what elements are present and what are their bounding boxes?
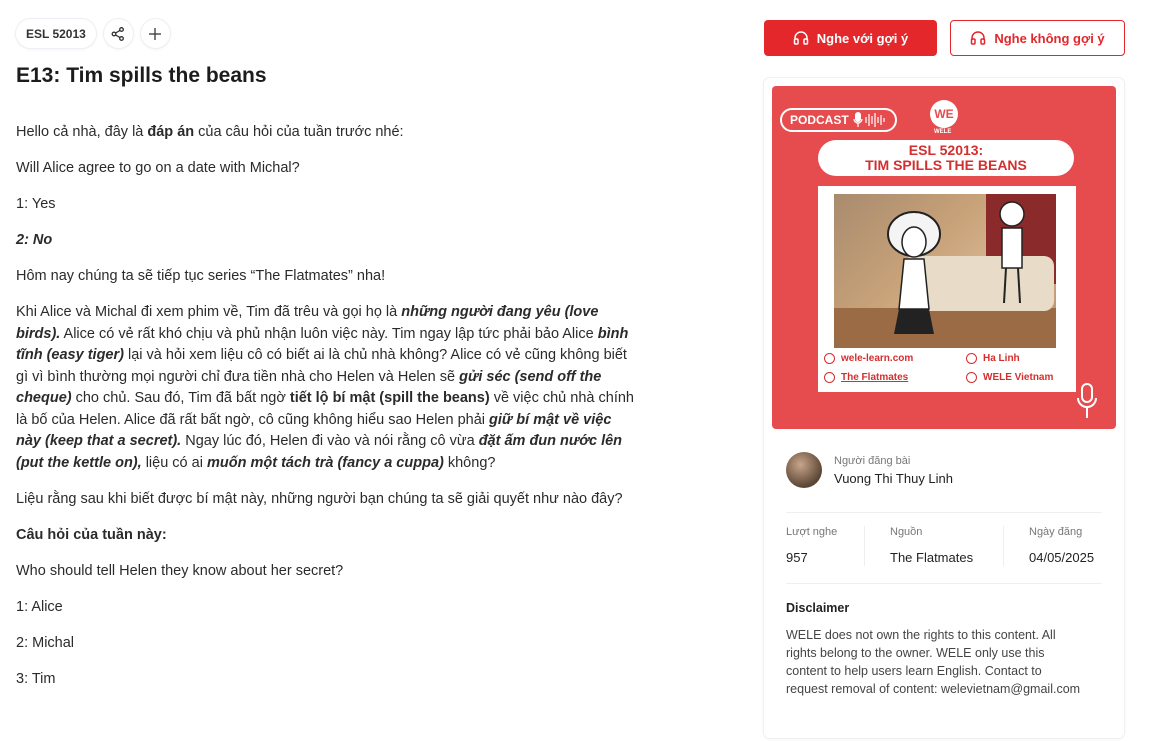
wele-logo bbox=[930, 100, 958, 128]
text-span: Khi Alice và Michal đi xem phim về, Tim đã trêu và gọi họ là bbox=[16, 304, 402, 320]
listen-without-hint-button[interactable] bbox=[950, 20, 1125, 56]
series-intro: Hôm nay chúng ta sẽ tiếp tục series “The Flatmates” nha! bbox=[16, 268, 386, 284]
divider bbox=[786, 583, 1101, 584]
choice-1: 1: Alice bbox=[16, 598, 63, 615]
this-week-question: Who should tell Helen they know about her secret? bbox=[16, 562, 344, 579]
text-span: lại và hỏi xem liệu cô có biết ai là chủ nhà không? Alice có vẻ cũng không biết gì vì bình thường mọi người chỉ đưa tiền nhà cho Helen và Helen sẽ bbox=[16, 347, 627, 385]
disclaimer-title: Disclaimer bbox=[786, 601, 850, 615]
date-stat bbox=[1004, 526, 1094, 566]
vocab-span: những người đang yêu (love birds). bbox=[16, 304, 599, 342]
listens-stat bbox=[786, 526, 864, 566]
article-body bbox=[16, 122, 634, 705]
text-span: không? bbox=[443, 454, 496, 471]
listens-label: Lượt nghe bbox=[786, 526, 838, 538]
microphone-icon bbox=[966, 353, 977, 364]
option-1: 1: Yes bbox=[16, 196, 56, 212]
episode-illustration bbox=[834, 194, 1056, 348]
cover-website bbox=[824, 353, 913, 364]
cover-photo-frame bbox=[818, 186, 1076, 392]
podcast-pill bbox=[780, 108, 897, 132]
podcast-cover-image bbox=[772, 86, 1116, 429]
vocab-span: tiết lộ bí mật (spill the beans) bbox=[289, 390, 490, 406]
headphones-icon bbox=[970, 30, 986, 46]
disclaimer-text: WELE does not own the rights to this content. All rights belong to the owner. WELE only use this content to help users learn English. Contact to request removal of content: welevietnam@gmail.com bbox=[786, 628, 1081, 696]
page-title: E13: Tim spills the beans bbox=[16, 64, 267, 87]
vocab-span: bình tĩnh (easy tiger) bbox=[16, 325, 629, 363]
avatar[interactable] bbox=[786, 452, 822, 488]
globe-icon bbox=[824, 353, 835, 364]
header-chips bbox=[16, 19, 170, 48]
intro-paragraph bbox=[16, 122, 634, 144]
add-button[interactable] bbox=[141, 19, 170, 48]
cover-title bbox=[818, 140, 1074, 176]
text-span: của câu hỏi của tuần trước nhé: bbox=[194, 124, 404, 140]
option-2-answer: 2: No bbox=[16, 232, 53, 248]
listen-with-hint-button[interactable] bbox=[764, 20, 937, 56]
choice-3: 3: Tim bbox=[16, 670, 56, 687]
source-stat bbox=[865, 526, 1003, 566]
date-value: 04/05/2025 bbox=[1029, 550, 1095, 565]
logo-text: WE bbox=[934, 107, 954, 121]
cartoon-woman bbox=[874, 204, 954, 344]
last-week-question: Will Alice agree to go on a date with Michal? bbox=[16, 160, 300, 176]
cover-website-text: wele-learn.com bbox=[841, 353, 914, 364]
headphones-icon bbox=[793, 30, 809, 46]
source-label: Nguồn bbox=[890, 526, 923, 538]
episode-stats bbox=[786, 526, 1104, 566]
cover-title-line2: TIM SPILLS THE BEANS bbox=[865, 157, 1027, 173]
choice-2: 2: Michal bbox=[16, 634, 75, 651]
cover-title-line1: ESL 52013: bbox=[908, 142, 984, 158]
listen-without-hint-label: Nghe không gợi ý bbox=[994, 30, 1105, 46]
question-heading bbox=[16, 525, 634, 547]
plus-icon bbox=[148, 27, 162, 41]
cover-host bbox=[966, 353, 1020, 364]
text-span: về việc chủ nhà chính là bố của Helen. Alice đã rất bất ngờ, cô cũng không hiểu sao Helen phải bbox=[16, 390, 634, 428]
bold-span: Câu hỏi của tuần này: bbox=[16, 526, 167, 543]
author-label: Người đăng bài bbox=[834, 454, 911, 467]
logo-subtext: WELE bbox=[934, 129, 952, 135]
listens-value: 957 bbox=[786, 550, 808, 565]
cover-facebook bbox=[966, 372, 1053, 383]
text-span: liệu có ai bbox=[141, 454, 207, 471]
bold-span: đáp án bbox=[147, 124, 195, 140]
date-label: Ngày đăng bbox=[1029, 526, 1083, 538]
source-value[interactable]: The Flatmates bbox=[890, 550, 974, 565]
cartoon-man bbox=[992, 198, 1032, 308]
divider bbox=[786, 512, 1101, 513]
author-block bbox=[786, 452, 953, 488]
share-button[interactable] bbox=[104, 19, 133, 48]
author-name[interactable]: Vuong Thi Thuy Linh bbox=[834, 470, 954, 486]
text-span: Ngay lúc đó, Helen đi vào và nói rằng cô vừa bbox=[181, 433, 479, 449]
reflection-paragraph: Liệu rằng sau khi biết được bí mật này, những người bạn chúng ta sẽ giải quyết như nào đây? bbox=[16, 490, 623, 507]
microphone-icon bbox=[1068, 382, 1108, 422]
microphone-icon bbox=[853, 111, 887, 129]
facebook-icon bbox=[966, 372, 977, 383]
text-span: Hello cả nhà, đây là bbox=[16, 124, 148, 140]
cover-series-text: The Flatmates bbox=[841, 372, 909, 383]
story-paragraph bbox=[16, 302, 634, 474]
vocab-span: gửi séc (send off the cheque) bbox=[16, 368, 602, 406]
cover-facebook-text: WELE Vietnam bbox=[983, 372, 1054, 383]
vocab-span: giữ bí mật về việc này (keep that a secret). bbox=[16, 411, 612, 449]
episode-code-chip[interactable]: ESL 52013 bbox=[16, 19, 96, 48]
episode-info-card bbox=[764, 78, 1124, 738]
search-icon bbox=[824, 372, 835, 383]
share-icon bbox=[111, 27, 125, 41]
podcast-pill-label: PODCAST bbox=[790, 113, 849, 127]
vocab-span: muốn một tách trà (fancy a cuppa) bbox=[206, 454, 444, 471]
text-span: cho chủ. Sau đó, Tim đã bất ngờ bbox=[71, 390, 290, 406]
vocab-span: đặt ấm đun nước lên (put the kettle on), bbox=[16, 433, 623, 471]
text-span: Alice có vẻ rất khó chịu và phủ nhận luôn việc này. Tim ngay lập tức phải bảo Alice bbox=[60, 325, 598, 342]
cover-series bbox=[824, 372, 908, 383]
listen-with-hint-label: Nghe với gợi ý bbox=[816, 30, 909, 46]
cover-host-text: Ha Linh bbox=[983, 353, 1020, 364]
